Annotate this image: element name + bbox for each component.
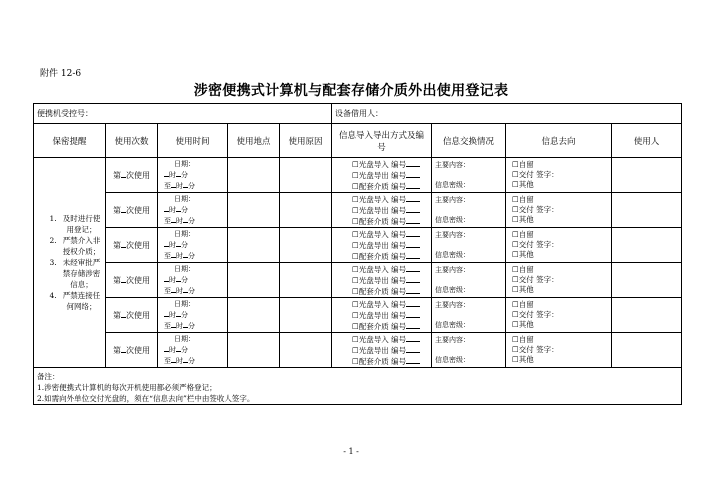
destination-cell[interactable]: ☐自留 ☐交付 签字： ☐其他	[506, 333, 612, 368]
user-cell[interactable]	[612, 298, 682, 333]
exchange-cell[interactable]: 主要内容： 信息密级：	[432, 158, 506, 193]
borrower-field[interactable]: 设备借用人：	[332, 104, 682, 124]
destination-cell[interactable]: ☐自留 ☐交付 签字： ☐其他	[506, 298, 612, 333]
device-number-field[interactable]: 便携机受控号：	[34, 104, 332, 124]
attachment-label: 附件 12-6	[40, 69, 82, 79]
exchange-cell[interactable]: 主要内容： 信息密级：	[432, 263, 506, 298]
usage-row	[34, 158, 682, 193]
usage-time-cell[interactable]: 日期： 时 分 至 时 分	[158, 193, 228, 228]
header-cell: 使用时间	[158, 124, 228, 158]
usage-count-cell[interactable]: 第 次使用	[106, 193, 158, 228]
notes-label: 备注：	[37, 372, 60, 381]
usage-row	[34, 263, 682, 298]
usage-location-cell[interactable]	[228, 298, 280, 333]
usage-reason-cell[interactable]	[280, 263, 332, 298]
user-cell[interactable]	[612, 333, 682, 368]
user-cell[interactable]	[612, 228, 682, 263]
header-cell: 使用原因	[280, 124, 332, 158]
header-cell: 使用人	[612, 124, 682, 158]
exchange-cell[interactable]: 主要内容： 信息密级：	[432, 193, 506, 228]
form-title: 涉密便携式计算机与配套存储介质外出使用登记表	[193, 83, 509, 99]
exchange-cell[interactable]: 主要内容： 信息密级：	[432, 228, 506, 263]
header-cell: 使用次数	[106, 124, 158, 158]
reminder-cell	[34, 158, 106, 368]
usage-location-cell[interactable]	[228, 263, 280, 298]
reminder-item: 2. 严禁介入非授权介质；	[59, 235, 102, 257]
usage-row	[34, 228, 682, 263]
reminder-item: 4. 严禁连接任何网络；	[59, 290, 102, 312]
usage-reason-cell[interactable]	[280, 228, 332, 263]
usage-reason-cell[interactable]	[280, 333, 332, 368]
header-cell: 信息交换情况	[432, 124, 506, 158]
user-cell[interactable]	[612, 158, 682, 193]
header-row	[34, 124, 682, 158]
io-method-cell[interactable]: ☐光盘导入 编号 ☐光盘导出 编号 ☐配套介质 编号	[332, 333, 432, 368]
usage-count-cell[interactable]: 第 次使用	[106, 228, 158, 263]
info-row	[34, 104, 682, 124]
io-method-cell[interactable]: ☐光盘导入 编号 ☐光盘导出 编号 ☐配套介质 编号	[332, 228, 432, 263]
usage-time-cell[interactable]: 日期： 时 分 至 时 分	[158, 263, 228, 298]
io-method-cell[interactable]: ☐光盘导入 编号 ☐光盘导出 编号 ☐配套介质 编号	[332, 193, 432, 228]
usage-count-cell[interactable]: 第 次使用	[106, 333, 158, 368]
reminder-item: 3. 未经审批严禁存储涉密信息；	[59, 257, 102, 290]
header-cell: 信息导入导出方式及编号	[332, 124, 432, 158]
destination-cell[interactable]: ☐自留 ☐交付 签字： ☐其他	[506, 263, 612, 298]
usage-location-cell[interactable]	[228, 158, 280, 193]
destination-cell[interactable]: ☐自留 ☐交付 签字： ☐其他	[506, 228, 612, 263]
page-number: - 1 -	[343, 447, 359, 456]
usage-time-cell[interactable]: 日期： 时 分 至 时 分	[158, 298, 228, 333]
io-method-cell[interactable]: ☐光盘导入 编号 ☐光盘导出 编号 ☐配套介质 编号	[332, 263, 432, 298]
exchange-cell[interactable]: 主要内容： 信息密级：	[432, 298, 506, 333]
registration-table	[33, 103, 682, 405]
destination-cell[interactable]: ☐自留 ☐交付 签字： ☐其他	[506, 158, 612, 193]
notes-line-2: 2.如需向外单位交付光盘的，须在“信息去向”栏中由签收人签字。	[37, 394, 255, 403]
usage-reason-cell[interactable]	[280, 158, 332, 193]
usage-count-cell[interactable]: 第 次使用	[106, 158, 158, 193]
user-cell[interactable]	[612, 193, 682, 228]
usage-row	[34, 193, 682, 228]
header-cell: 使用地点	[228, 124, 280, 158]
exchange-cell[interactable]: 主要内容： 信息密级：	[432, 333, 506, 368]
io-method-cell[interactable]: ☐光盘导入 编号 ☐光盘导出 编号 ☐配套介质 编号	[332, 158, 432, 193]
usage-location-cell[interactable]	[228, 228, 280, 263]
notes-cell	[34, 368, 682, 405]
header-cell: 信息去向	[506, 124, 612, 158]
usage-count-cell[interactable]: 第 次使用	[106, 298, 158, 333]
usage-reason-cell[interactable]	[280, 193, 332, 228]
usage-time-cell[interactable]: 日期： 时 分 至 时 分	[158, 333, 228, 368]
usage-count-cell[interactable]: 第 次使用	[106, 263, 158, 298]
usage-row	[34, 298, 682, 333]
notes-line-1: 1.涉密便携式计算机的每次开机使用都必须严格登记；	[37, 383, 217, 392]
user-cell[interactable]	[612, 263, 682, 298]
usage-row	[34, 333, 682, 368]
reminder-item: 1. 及时进行使用登记；	[59, 213, 102, 235]
destination-cell[interactable]: ☐自留 ☐交付 签字： ☐其他	[506, 193, 612, 228]
usage-reason-cell[interactable]	[280, 298, 332, 333]
usage-location-cell[interactable]	[228, 333, 280, 368]
io-method-cell[interactable]: ☐光盘导入 编号 ☐光盘导出 编号 ☐配套介质 编号	[332, 298, 432, 333]
header-cell: 保密提醒	[34, 124, 106, 158]
usage-time-cell[interactable]: 日期： 时 分 至 时 分	[158, 228, 228, 263]
usage-location-cell[interactable]	[228, 193, 280, 228]
usage-time-cell[interactable]: 日期： 时 分 至 时 分	[158, 158, 228, 193]
